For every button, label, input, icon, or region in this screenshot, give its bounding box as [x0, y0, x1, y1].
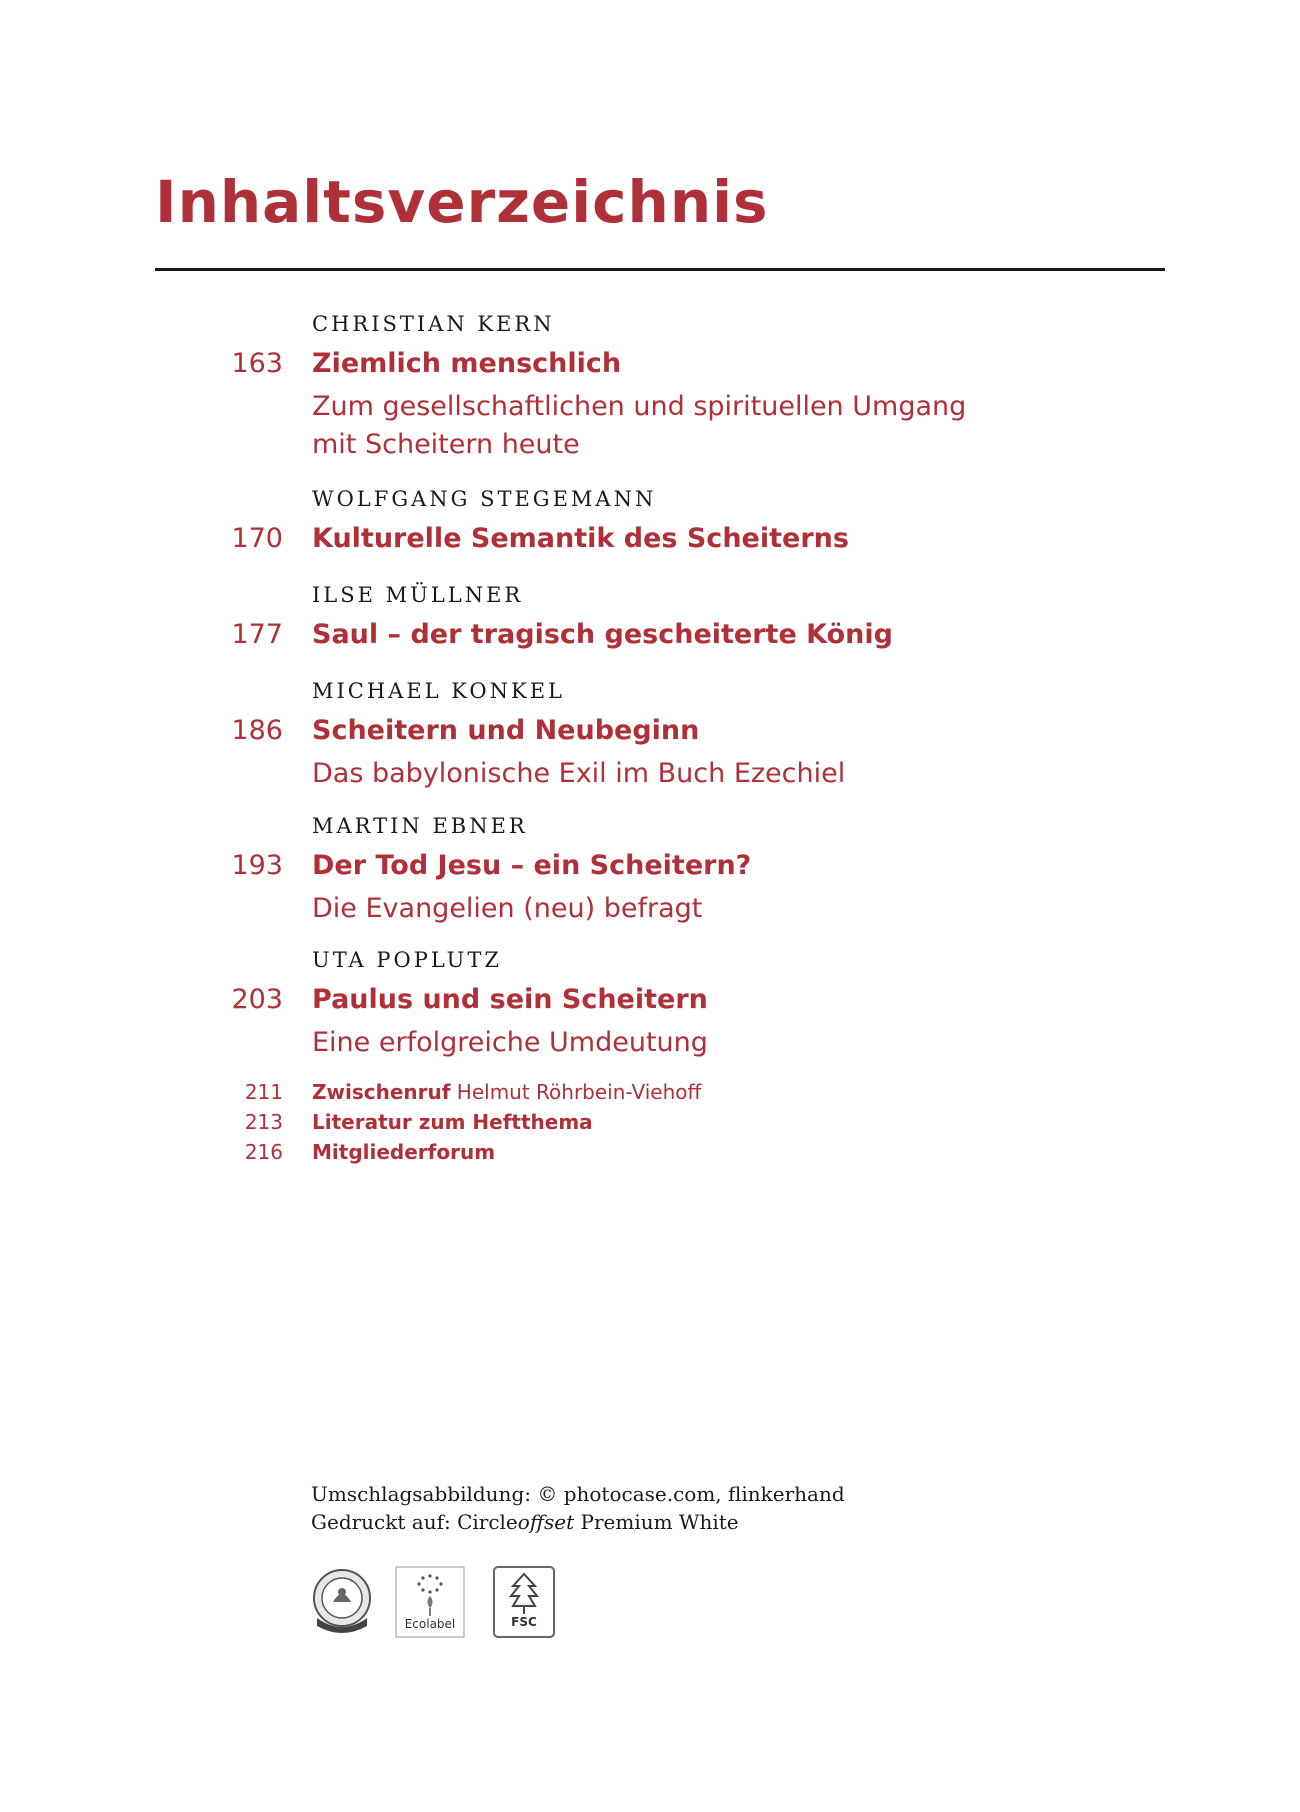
entry-title[interactable]: Scheitern und Neubeginn: [312, 715, 700, 746]
ecolabel-icon: [395, 1566, 465, 1638]
paper-credit-prefix: Gedruckt auf: Circle: [311, 1510, 518, 1534]
entry-page-number: 163: [231, 348, 283, 379]
entry-author: CHRISTIAN KERN: [312, 312, 555, 336]
entry-title[interactable]: Der Tod Jesu – ein Scheitern?: [312, 850, 752, 881]
page-title: Inhaltsverzeichnis: [155, 168, 769, 236]
certification-logos: [311, 1566, 561, 1638]
entry-author: UTA POPLUTZ: [312, 948, 502, 972]
entry-author: ILSE MÜLLNER: [312, 583, 524, 607]
entry-author: MARTIN EBNER: [312, 814, 528, 838]
entry-page-number: 213: [244, 1110, 283, 1134]
ecolabel-text: Ecolabel: [404, 1617, 456, 1631]
entry-title[interactable]: Kulturelle Semantik des Scheiterns: [312, 523, 849, 554]
paper-credit: [311, 1508, 845, 1536]
entry-title[interactable]: Paulus und sein Scheitern: [312, 984, 708, 1015]
fsc-text: FSC: [511, 1615, 537, 1629]
entry-title[interactable]: Literatur zum Heftthema: [312, 1110, 593, 1134]
fsc-icon: [493, 1566, 555, 1638]
entry-page-number: 193: [231, 850, 283, 881]
entry-subtitle: Das babylonische Exil im Buch Ezechiel: [312, 758, 846, 789]
entry-subtitle: Eine erfolgreiche Umdeutung: [312, 1027, 708, 1058]
entry-page-number: 186: [231, 715, 283, 746]
cover-credit: Umschlagsabbildung: © photocase.com, flinkerhand: [311, 1482, 845, 1506]
entry-subtitle: Zum gesellschaftlichen und spirituellen Umgang mit Scheitern heute: [312, 391, 967, 460]
entry-title[interactable]: Saul – der tragisch gescheiterte König: [312, 619, 893, 650]
entry-page-number: 216: [244, 1140, 283, 1164]
blue-angel-icon: [311, 1566, 373, 1638]
entry-page-number: 177: [231, 619, 283, 650]
entry-author: MICHAEL KONKEL: [312, 679, 565, 703]
entry-title[interactable]: [312, 1080, 701, 1104]
entry-page-number: 211: [244, 1080, 283, 1104]
entry-page-number: 203: [231, 984, 283, 1015]
entry-author-inline: Helmut Röhrbein-Viehoff: [450, 1080, 702, 1104]
paper-credit-italic: offset: [517, 1510, 575, 1534]
entry-label: Zwischenruf: [312, 1080, 451, 1104]
credits: [311, 1480, 845, 1536]
entry-subtitle: Die Evangelien (neu) befragt: [312, 893, 703, 924]
entry-author: WOLFGANG STEGEMANN: [312, 487, 657, 511]
entry-title[interactable]: Mitgliederforum: [312, 1140, 496, 1164]
title-divider: [155, 268, 1165, 271]
paper-credit-suffix: Premium White: [574, 1510, 739, 1534]
entry-title[interactable]: Ziemlich menschlich: [312, 348, 622, 379]
entry-page-number: 170: [231, 523, 283, 554]
